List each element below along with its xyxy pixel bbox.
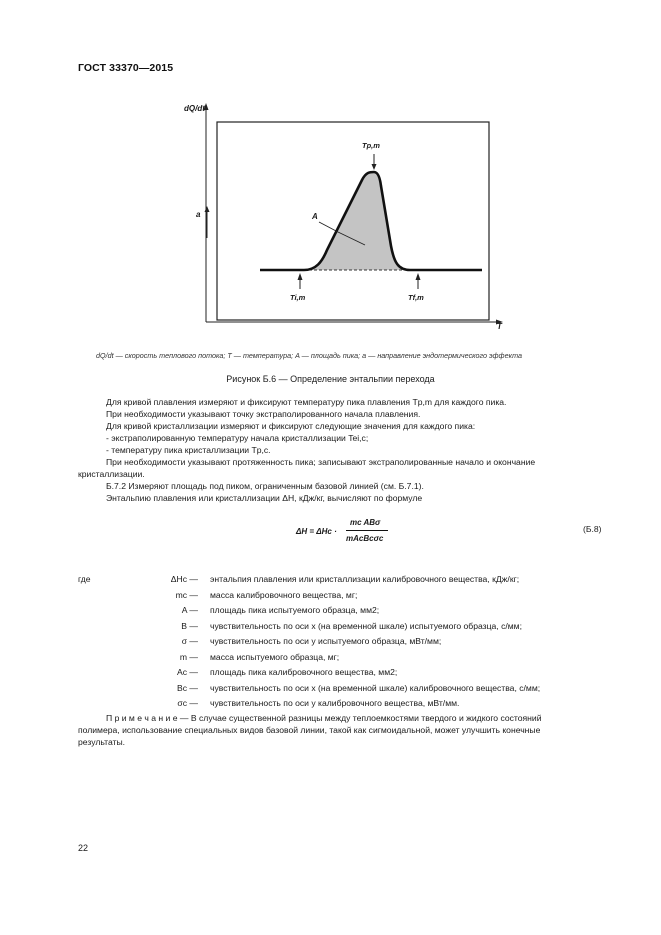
- body-line-7: кристаллизации.: [78, 469, 145, 479]
- definition-row: mc — масса калибровочного вещества, мг;: [175, 589, 358, 600]
- definition-row: Ac — площадь пика калибровочного вещества, мм2;: [176, 667, 398, 677]
- end-label: Tf,m: [408, 293, 424, 302]
- x-axis-label: T: [497, 322, 502, 331]
- definition-row: σc — чувствительность по оси y калибровочного вещества, мВт/мм.: [177, 698, 460, 708]
- note-line-1: П р и м е ч а н и е — В случае существенной разницы между теплоемкостями твердого и жидкого состояний: [106, 713, 542, 723]
- definition-row: m — масса испытуемого образца, мг;: [179, 651, 340, 662]
- body-line-2: При необходимости указывают точку экстраполированного начала плавления.: [106, 409, 421, 419]
- y-axis-label: dQ/dt: [184, 104, 205, 113]
- body-line-5: - температуру пика кристаллизации Tp,c.: [106, 445, 271, 455]
- body-line-1: Для кривой плавления измеряют и фиксируют температуру пика плавления Tp,m для каждого пика.: [106, 397, 507, 407]
- figure-caption: Рисунок Б.6 — Определение энтальпии перехода: [226, 374, 435, 384]
- end-pointer-head: [416, 273, 421, 280]
- start-label: Ti,m: [290, 293, 306, 302]
- note-line-3: результаты.: [78, 737, 126, 747]
- direction-arrow-head: [205, 206, 210, 212]
- formula-fraction-bar: [346, 530, 388, 531]
- definitions-list: [78, 574, 618, 714]
- peak-pointer-head: [372, 164, 377, 170]
- formula-denominator: mAcBcσc: [346, 534, 384, 543]
- figure-legend: dQ/dt — скорость теплового потока; T — температура; A — площадь пика; a — направление эндотермического эффекта: [96, 351, 523, 360]
- body-line-4: - экстраполированную температуру начала кристаллизации Tei,c;: [106, 433, 369, 443]
- body-line-8: Б.7.2 Измеряют площадь под пиком, ограниченным базовой линией (см. Б.7.1).: [106, 481, 424, 491]
- formula-number: (Б.8): [583, 524, 602, 534]
- area-label: A: [312, 212, 318, 221]
- formula-numerator: mc ABσ: [350, 518, 381, 527]
- body-line-6: При необходимости указывают протяженность пика; записывают экстраполированные начало и окончание: [106, 457, 536, 467]
- definition-row: ΔHc — энтальпия плавления или кристаллизации калибровочного вещества, кДж/кг;: [170, 574, 520, 584]
- body-line-3: Для кривой кристаллизации измеряют и фиксируют следующие значения для каждого пика:: [106, 421, 476, 431]
- where-label: где: [78, 574, 91, 584]
- start-pointer-head: [298, 273, 303, 280]
- formula-lhs: ΔH = ΔHc ·: [296, 527, 337, 536]
- definition-row: A — площадь пика испытуемого образца, мм2;: [181, 605, 380, 615]
- peak-label: Tp,m: [362, 141, 380, 150]
- document-header: ГОСТ 33370—2015: [78, 62, 174, 74]
- note-line-2: полимера, использование специальных видов базовой линии, такой как сигмоидальной, может улучшить конечные: [78, 725, 541, 735]
- definition-row: σ — чувствительность по оси y испытуемого образца, мВт/мм;: [181, 636, 442, 646]
- dsc-figure: [0, 0, 661, 350]
- page-number: 22: [78, 843, 89, 853]
- direction-label: a: [196, 210, 201, 219]
- definition-row: B — чувствительность по оси x (на временной шкале) испытуемого образца, с/мм;: [181, 620, 522, 631]
- definition-row: Bc — чувствительность по оси x (на временной шкале) калибровочного вещества, с/мм;: [176, 682, 541, 693]
- body-line-9: Энтальпию плавления или кристаллизации ΔH, кДж/кг, вычисляют по формуле: [106, 493, 423, 503]
